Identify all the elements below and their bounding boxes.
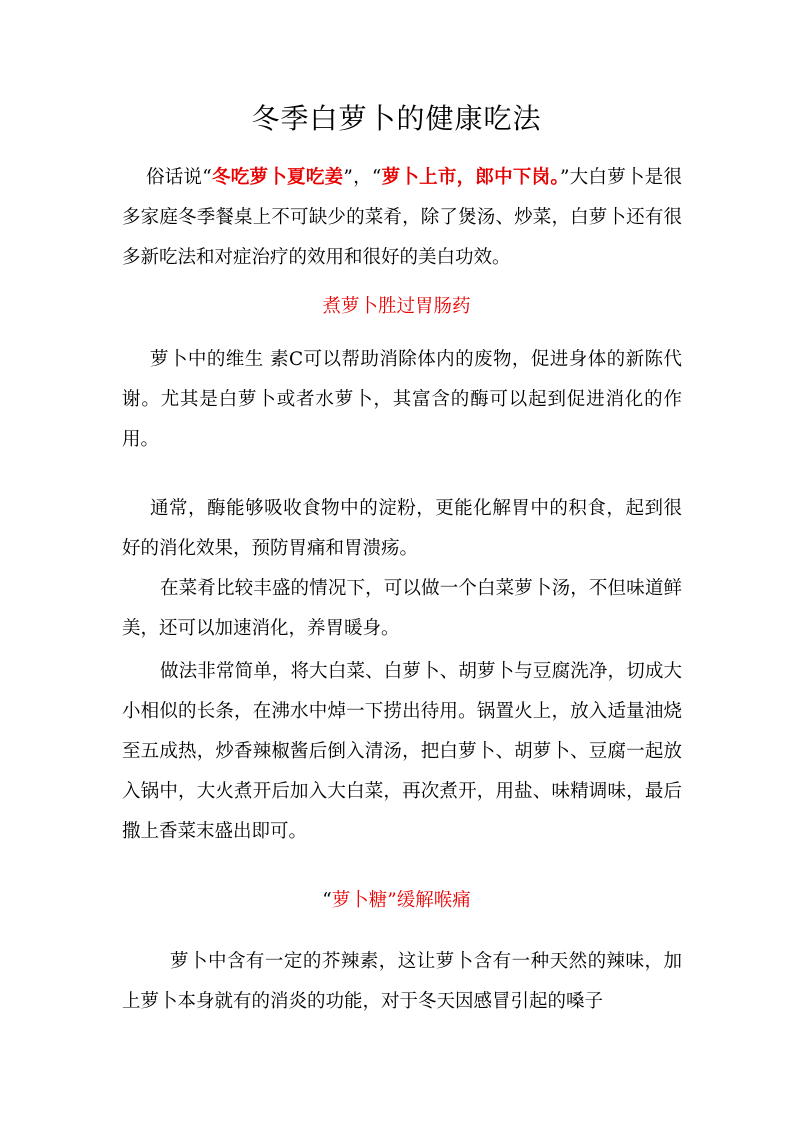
section1-paragraph-2: 通常，酶能够吸收食物中的淀粉，更能化解胃中的积食，起到很好的消化效果，预防胃痛和胃溃疡。 xyxy=(122,498,682,559)
heading-keyword: 萝卜糖 xyxy=(331,890,388,911)
intro-text-3: ”大白萝卜是很多家庭冬季餐桌上不可缺少的菜肴，除了煲汤、炒菜，白萝卜还有很多新吃法和对症治疗的效用和很好的美白功效。 xyxy=(122,167,682,268)
section1-paragraph-1: 萝卜中的维生 素C可以帮助消除体内的废物，促进身体的新陈代谢。尤其是白萝卜或者水萝卜，其富含的酶可以起到促进消化的作用。 xyxy=(122,349,682,450)
section-heading-2 xyxy=(0,886,793,912)
intro-paragraph xyxy=(122,158,682,278)
intro-text-1: 俗话说“ xyxy=(146,167,212,188)
proverb-2: 萝卜上市，郎中下岗。 xyxy=(381,167,560,188)
page-title: 冬季白萝卜的健康吃法 xyxy=(251,102,542,135)
section1-paragraph-3: 在菜肴比较丰盛的情况下，可以做一个白菜萝卜汤，不但味道鲜美，还可以加速消化，养胃暖身。 xyxy=(122,578,682,639)
proverb-1: 冬吃萝卜夏吃姜 xyxy=(211,167,344,188)
heading-quote-open: “ xyxy=(322,890,332,911)
section2-paragraph-1: 萝卜中含有一定的芥辣素，这让萝卜含有一种天然的辣味，加上萝卜本身就有的消炎的功能，对于冬天因感冒引起的嗓子 xyxy=(122,951,682,1012)
section-heading-1: 煮萝卜胜过胃肠药 xyxy=(322,296,471,317)
heading-rest: ”缓解喉痛 xyxy=(387,890,471,911)
section1-paragraph-4: 做法非常简单，将大白菜、白萝卜、胡萝卜与豆腐洗净，切成大小相似的长条，在沸水中焯一下捞出待用。锅置火上，放入适量油烧至五成热，炒香辣椒酱后倒入清汤，把白萝卜、胡萝卜、豆腐一起放入锅中，大火煮开后加入大白菜，再次煮开，用盐、味精调味，最后撒上香菜末盛出即可。 xyxy=(122,661,682,842)
intro-text-2: ”，“ xyxy=(343,167,382,188)
